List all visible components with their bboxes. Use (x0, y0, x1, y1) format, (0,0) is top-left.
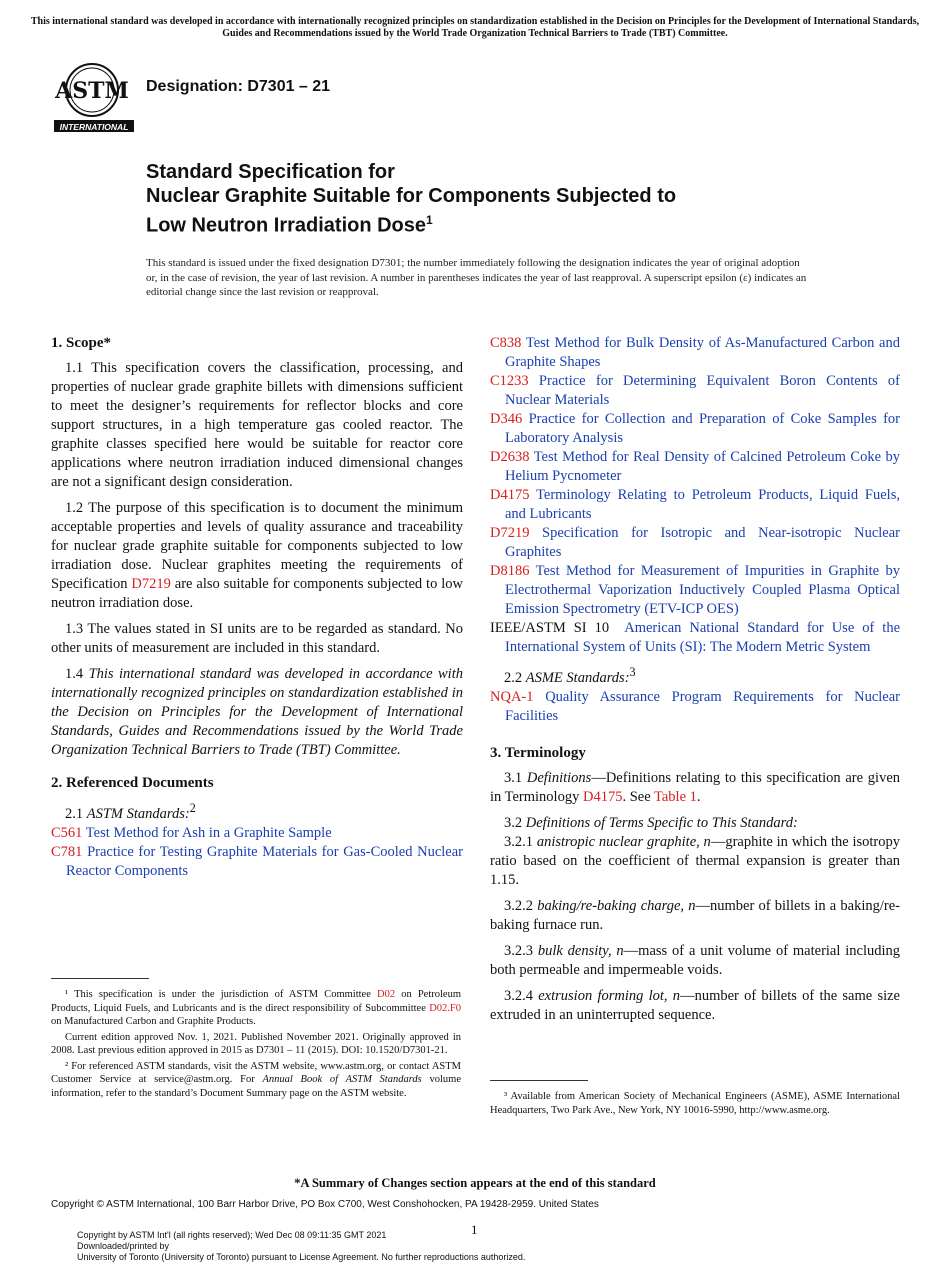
ref-item[interactable]: C781 Practice for Testing Graphite Materials for Gas-Cooled Nuclear Reactor Components (51, 843, 463, 879)
refdocs-heading: 2. Referenced Documents (51, 775, 214, 791)
ref-item[interactable]: D2638 Test Method for Real Density of Calcined Petroleum Coke by Helium Pycnometer (490, 449, 900, 484)
ref-item[interactable]: D8186 Test Method for Measurement of Impurities in Graphite by Electrothermal Vaporization Inductively Coupled Plasma Optical Emission Spectrometry (ETV-ICP OES) (490, 563, 900, 617)
download-info: Copyright by ASTM Int'l (all rights reserved); Wed Dec 08 09:11:35 GMT 2021 Downloaded/printed by University of Toronto (University of Toronto) pursuant to License Agreement. No further reproductions authorized. (77, 1230, 526, 1262)
preface: This standard is issued under the fixed designation D7301; the number immediately following the designation indicates the year of original adoption or, in the case of revision, the year of last revision. A number in parentheses indicates the year of last reapproval. A superscript epsilon (ε) indicates an editorial change since the last revision or reapproval. (146, 257, 807, 298)
definition: 3.2.4 extrusion forming lot, n—number of billets of the same size extruded in an uninterrupted sequence. (490, 987, 900, 1023)
left-column (51, 334, 463, 881)
ref-link-d7219[interactable]: D7219 (131, 576, 171, 592)
svg-text:INTERNATIONAL: INTERNATIONAL (59, 122, 129, 132)
title-line-3: Low Neutron Irradiation Dose$^1$ (146, 213, 433, 237)
term-3-1: 3.1 Definitions—Definitions relating to this specification are given in Terminology D4175. See Table 1. (490, 769, 900, 805)
footnote-1-edition: Current edition approved Nov. 1, 2021. Published November 2021. Originally approved in 2008. Last previous edition approved in 2015 as D7301 – 11 (2015). DOI: 10.1520/D7301-21. (51, 1031, 461, 1056)
footnote-rule-right (490, 1080, 588, 1081)
ref-item[interactable]: C1233 Practice for Determining Equivalent Boron Contents of Nuclear Materials (490, 373, 900, 408)
ref-item[interactable]: D346 Practice for Collection and Preparation of Coke Samples for Laboratory Analysis (490, 411, 901, 446)
scope-1-4: 1.4 This international standard was developed in accordance with internationally recognized principles on standardization established in the Decision on Principles for the Development of International Standards, Guides and Recommendations issued by the World Trade Organization Technical Barriers to Trade (TBT) Committee. (51, 666, 463, 758)
title-line-2: Nuclear Graphite Suitable for Components Subjected to (146, 185, 677, 207)
ref-item[interactable]: C561 Test Method for Ash in a Graphite Sample (51, 824, 332, 841)
ref-item[interactable]: D4175 Terminology Relating to Petroleum Products, Liquid Fuels, and Lubricants (490, 487, 900, 522)
definition: 3.2.2 baking/re-baking charge, n—number of billets in a baking/re-baking furnace run. (490, 897, 900, 933)
right-column (490, 334, 900, 1032)
definition: 3.2.3 bulk density, n—mass of a unit volume of material including both permeable and impermeable voids. (490, 942, 901, 978)
svg-text:ASTM: ASTM (55, 78, 129, 104)
term-3-2: 3.2 Definitions of Terms Specific to This Standard: (504, 814, 798, 831)
footnotes-left (51, 988, 461, 1102)
definition: 3.2.1 anistropic nuclear graphite, n—graphite in which the isotropy ratio based on the coefficient of thermal expansion is greater than 1.15. (490, 833, 901, 888)
copyright: Copyright © ASTM International, 100 Barr Harbor Drive, PO Box C700, West Conshohocken, PA 19428-2959. United States (51, 1199, 599, 1210)
title-line-1: Standard Specification for (146, 161, 395, 183)
scope-1-2: 1.2 The purpose of this specification is to document the minimum acceptable properties and levels of quality assurance and traceability for nuclear grade graphite suitable for components subjected to low irradiation dose. Nuclear graphites meeting the requirements of Specification D7219 are also suitable for components subjected to low neutron irradiation dose. (51, 500, 463, 611)
asme-standards-label: 2.2 ASME Standards:$^3$ (504, 665, 636, 686)
ref-link-d4175[interactable]: D4175 (582, 788, 623, 805)
scope-heading: 1. Scope* (51, 335, 111, 351)
footnote-rule-left (51, 978, 149, 979)
terminology-heading: 3. Terminology (490, 744, 586, 761)
standards-notice: This international standard was developed in accordance with internationally recognized principles on standardization established in the Decision on Principles for the Development of International Standards, Guides and Recommendations issued by the World Trade Organization Technical Barriers to Trade (TBT) Committee. (30, 16, 920, 39)
summary-of-changes-note: *A Summary of Changes section appears at the end of this standard (294, 1176, 656, 1190)
ref-item-ieee[interactable]: IEEE/ASTM SI 10 American National Standard for Use of the International System of Units (SI): The Modern Metric System (490, 620, 901, 655)
document-title (146, 160, 906, 238)
page-number: 1 (471, 1222, 478, 1237)
ref-item[interactable]: D7219 Specification for Isotropic and Near-isotropic Nuclear Graphites (490, 525, 900, 560)
footnotes-right (490, 1090, 900, 1119)
ref-item[interactable]: C838 Test Method for Bulk Density of As-Manufactured Carbon and Graphite Shapes (490, 335, 900, 370)
footnote-2: ² For referenced ASTM standards, visit the ASTM website, www.astm.org, or contact ASTM Customer Service at service@astm.org. For Annual Book of ASTM Standards volume information, refer to the standard’s Document Summary page on the ASTM website. (51, 1060, 461, 1099)
scope-1-3: 1.3 The values stated in SI units are to be regarded as standard. No other units of measurement are included in this standard. (51, 621, 463, 656)
scope-1-1: 1.1 This specification covers the classification, processing, and properties of nuclear grade graphite billets with dimensions sufficient to meet the designer’s requirements for reflector blocks and core support structures, in a high temperature gas cooled reactor. The graphite classes specified here would be suitable for reactor core applications where neutron irradiation induced dimensional changes are not a significant design consideration. (51, 360, 463, 490)
footnote-3: ³ Available from American Society of Mechanical Engineers (ASME), ASME International Headquarters, Two Park Ave., New York, NY 10016-5990, http://www.asme.org. (490, 1091, 900, 1116)
astm-logo (52, 56, 136, 136)
footnote-1: ¹ This specification is under the jurisdiction of ASTM Committee D02 on Petroleum Products, Liquid Fuels, and Lubricants and is the direct responsibility of Subcommittee D02.F0 on Manufactured Carbon and Graphite Products. (51, 989, 461, 1027)
designation: Designation: D7301 – 21 (146, 78, 331, 95)
astm-standards-label: 2.1 ASTM Standards:$^2$ (65, 801, 196, 822)
table-1-link[interactable]: Table 1 (654, 788, 697, 805)
ref-item-asme[interactable]: NQA-1 Quality Assurance Program Requirements for Nuclear Facilities (490, 688, 901, 724)
